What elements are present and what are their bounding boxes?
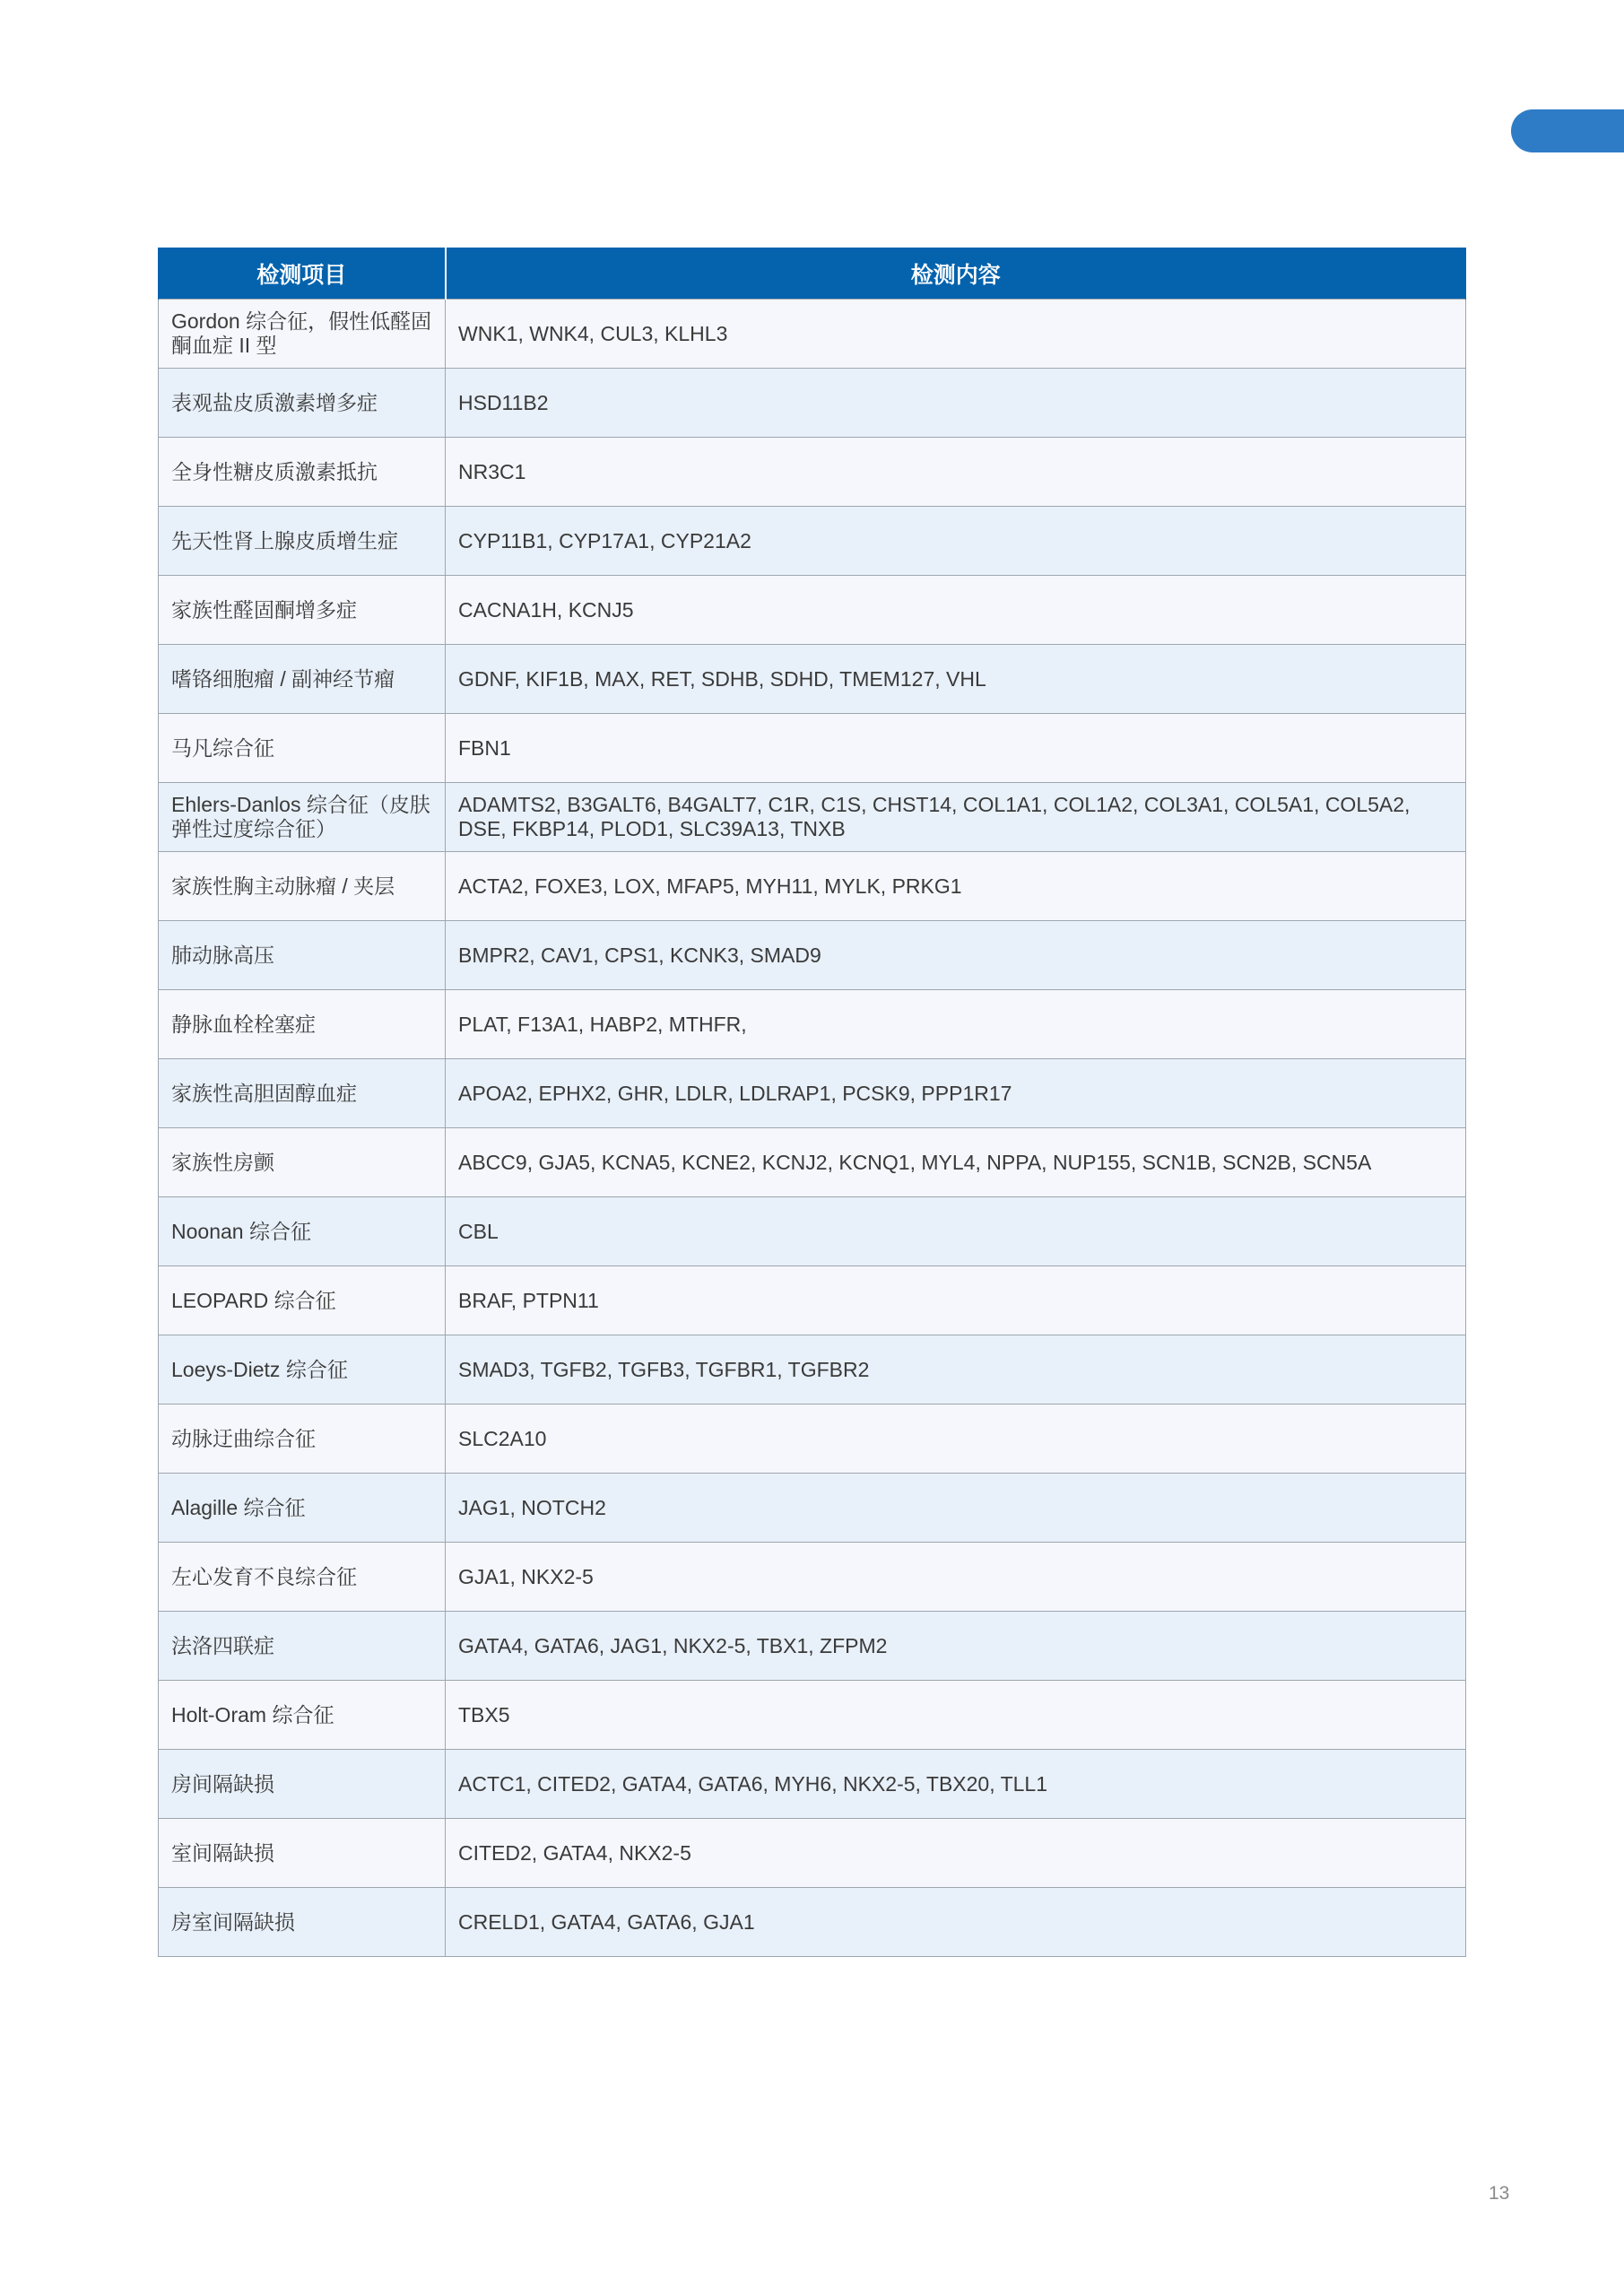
test-content-cell: CITED2, GATA4, NKX2-5 — [446, 1819, 1466, 1888]
test-content-cell: HSD11B2 — [446, 369, 1466, 438]
table-row — [159, 1612, 1466, 1681]
test-content-cell: TBX5 — [446, 1681, 1466, 1750]
test-item-cell: Alagille 综合征 — [159, 1474, 446, 1543]
table-row — [159, 852, 1466, 921]
test-item-cell: Noonan 综合征 — [159, 1197, 446, 1266]
table-row — [159, 1405, 1466, 1474]
test-item-cell: 房室间隔缺损 — [159, 1888, 446, 1957]
test-item-cell: 房间隔缺损 — [159, 1750, 446, 1819]
table-row — [159, 300, 1466, 369]
test-content-cell: GJA1, NKX2-5 — [446, 1543, 1466, 1612]
test-item-cell: 静脉血栓栓塞症 — [159, 990, 446, 1059]
test-item-cell: Gordon 综合征，假性低醛固酮血症 II 型 — [159, 300, 446, 369]
test-content-cell: JAG1, NOTCH2 — [446, 1474, 1466, 1543]
test-content-cell: ACTC1, CITED2, GATA4, GATA6, MYH6, NKX2-5, TBX20, TLL1 — [446, 1750, 1466, 1819]
test-item-cell: 家族性醛固酮增多症 — [159, 576, 446, 645]
table-body — [159, 300, 1466, 1957]
table-row — [159, 1197, 1466, 1266]
test-content-cell: CYP11B1, CYP17A1, CYP21A2 — [446, 507, 1466, 576]
test-item-cell: 法洛四联症 — [159, 1612, 446, 1681]
table-row — [159, 783, 1466, 852]
table-row — [159, 1335, 1466, 1405]
table-row — [159, 507, 1466, 576]
test-item-cell: Loeys-Dietz 综合征 — [159, 1335, 446, 1405]
test-content-cell: ACTA2, FOXE3, LOX, MFAP5, MYH11, MYLK, PRKG1 — [446, 852, 1466, 921]
test-items-table — [158, 248, 1466, 1957]
table-header-row — [159, 248, 1466, 300]
test-item-cell: LEOPARD 综合征 — [159, 1266, 446, 1335]
table-row — [159, 1474, 1466, 1543]
test-item-cell: 表观盐皮质激素增多症 — [159, 369, 446, 438]
test-item-cell: 先天性肾上腺皮质增生症 — [159, 507, 446, 576]
table-row — [159, 369, 1466, 438]
table-row — [159, 1750, 1466, 1819]
test-content-cell: WNK1, WNK4, CUL3, KLHL3 — [446, 300, 1466, 369]
header-test-content: 检测内容 — [446, 248, 1466, 300]
test-item-cell: 左心发育不良综合征 — [159, 1543, 446, 1612]
table-row — [159, 714, 1466, 783]
corner-tab-decoration — [1511, 109, 1624, 152]
header-test-item: 检测项目 — [159, 248, 446, 300]
table-row — [159, 921, 1466, 990]
test-item-cell: 肺动脉高压 — [159, 921, 446, 990]
table-row — [159, 1266, 1466, 1335]
table-row — [159, 645, 1466, 714]
table-row — [159, 990, 1466, 1059]
table-row — [159, 438, 1466, 507]
test-content-cell: CBL — [446, 1197, 1466, 1266]
table-row — [159, 1128, 1466, 1197]
test-content-cell: CRELD1, GATA4, GATA6, GJA1 — [446, 1888, 1466, 1957]
test-content-cell: ABCC9, GJA5, KCNA5, KCNE2, KCNJ2, KCNQ1, MYL4, NPPA, NUP155, SCN1B, SCN2B, SCN5A — [446, 1128, 1466, 1197]
test-content-cell: GATA4, GATA6, JAG1, NKX2-5, TBX1, ZFPM2 — [446, 1612, 1466, 1681]
test-item-cell: 家族性房颤 — [159, 1128, 446, 1197]
table-row — [159, 1819, 1466, 1888]
test-content-cell: CACNA1H, KCNJ5 — [446, 576, 1466, 645]
test-content-cell: FBN1 — [446, 714, 1466, 783]
test-item-cell: Ehlers-Danlos 综合征（皮肤弹性过度综合征） — [159, 783, 446, 852]
table-row — [159, 1888, 1466, 1957]
test-content-cell: PLAT, F13A1, HABP2, MTHFR, — [446, 990, 1466, 1059]
test-item-cell: 马凡综合征 — [159, 714, 446, 783]
test-content-cell: BMPR2, CAV1, CPS1, KCNK3, SMAD9 — [446, 921, 1466, 990]
test-content-cell: GDNF, KIF1B, MAX, RET, SDHB, SDHD, TMEM127, VHL — [446, 645, 1466, 714]
table-row — [159, 576, 1466, 645]
test-item-cell: 家族性胸主动脉瘤 / 夹层 — [159, 852, 446, 921]
test-item-cell: 动脉迂曲综合征 — [159, 1405, 446, 1474]
test-content-cell: BRAF, PTPN11 — [446, 1266, 1466, 1335]
test-items-table-container — [158, 248, 1465, 1957]
test-item-cell: Holt-Oram 综合征 — [159, 1681, 446, 1750]
test-content-cell: SLC2A10 — [446, 1405, 1466, 1474]
test-item-cell: 家族性高胆固醇血症 — [159, 1059, 446, 1128]
table-row — [159, 1681, 1466, 1750]
table-row — [159, 1059, 1466, 1128]
test-content-cell: ADAMTS2, B3GALT6, B4GALT7, C1R, C1S, CHST14, COL1A1, COL1A2, COL3A1, COL5A1, COL5A2, DSE, FKBP14, PLOD1, SLC39A13, TNXB — [446, 783, 1466, 852]
test-item-cell: 全身性糖皮质激素抵抗 — [159, 438, 446, 507]
table-row — [159, 1543, 1466, 1612]
page-number: 13 — [1489, 2183, 1510, 2204]
test-item-cell: 室间隔缺损 — [159, 1819, 446, 1888]
test-content-cell: SMAD3, TGFB2, TGFB3, TGFBR1, TGFBR2 — [446, 1335, 1466, 1405]
test-item-cell: 嗜铬细胞瘤 / 副神经节瘤 — [159, 645, 446, 714]
test-content-cell: APOA2, EPHX2, GHR, LDLR, LDLRAP1, PCSK9, PPP1R17 — [446, 1059, 1466, 1128]
test-content-cell: NR3C1 — [446, 438, 1466, 507]
